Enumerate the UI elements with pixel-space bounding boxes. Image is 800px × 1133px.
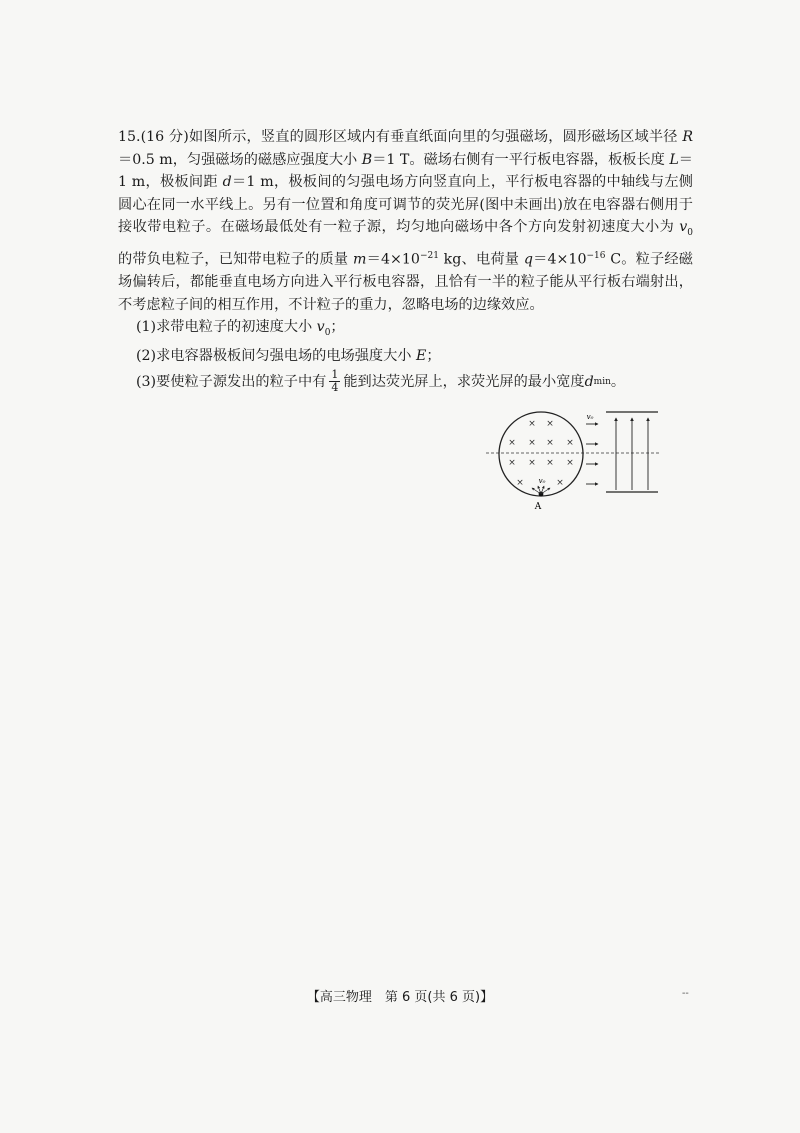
field-mark-x: ×	[566, 438, 574, 448]
sub-question-3	[118, 369, 693, 394]
sub-question-text: 。	[610, 373, 626, 390]
stem-text: ＝1 m，极板间的匀强电场方向竖直向上，平行板电容器的中轴线与左侧圆心在同一水平线上。另有一位置和角度可调节的荧光屏(图中未画出)放在电容器右侧用于接收带电粒子。在磁场最低处有一粒子源，均匀地向磁场中各个方向发射初速度大小为	[118, 174, 693, 236]
symbol-L: L	[669, 151, 679, 168]
symbol-d: d	[222, 174, 232, 191]
corner-mark: --	[682, 988, 689, 999]
field-mark-x: ×	[516, 478, 524, 488]
field-mark-x: ×	[566, 458, 574, 468]
sub-question-2	[118, 345, 693, 368]
symbol-dmin-subscript: min	[593, 376, 611, 387]
sub-question-text: 能到达荧光屏上，求荧光屏的最小宽度	[343, 373, 585, 390]
mass-exponent: −21	[419, 250, 439, 261]
sub-question-text: ；	[426, 347, 441, 364]
symbol-v0-subscript: 0	[687, 228, 693, 239]
field-mark-x: ×	[546, 419, 554, 429]
symbol-v0: v	[679, 219, 688, 236]
problem-15	[118, 126, 693, 394]
symbol-B: B	[361, 151, 373, 168]
source-velocity-label: v₀	[538, 477, 546, 485]
field-mark-x: ×	[556, 478, 564, 488]
fraction-one-quarter	[329, 369, 340, 394]
field-mark-x: ×	[508, 438, 516, 448]
symbol-v0: v	[316, 319, 325, 336]
stem-text: ＝4×10	[366, 251, 420, 268]
charge-exponent: −16	[586, 250, 606, 261]
sub-question-text: (3)要使粒子源发出的粒子中有	[136, 373, 327, 390]
point-A-label: A	[534, 502, 542, 512]
sub-question-text: (1)求带电粒子的初速度大小	[136, 319, 317, 336]
exit-velocity-label: v₀	[586, 413, 594, 421]
stem-text: ＝0.5 m，匀强磁场的磁感应强度大小	[118, 151, 362, 168]
stem-text: C。粒子经磁场偏转后，都能垂直电场方向进入平行板电容器，且恰有一半的粒子能从平行板右端射出，不考虑粒子间的相互作用，不计粒子的重力，忽略电场的边缘效应。	[118, 251, 693, 313]
field-mark-x: ×	[528, 419, 536, 429]
electric-field-lines	[616, 418, 648, 490]
symbol-q: q	[523, 251, 533, 268]
symbol-m: m	[352, 251, 367, 268]
stem-text: ＝1 m，极板间距	[118, 151, 693, 191]
problem-number: 15.	[118, 129, 141, 145]
fraction-denominator: 4	[331, 381, 339, 395]
field-mark-x: ×	[546, 438, 554, 448]
stem-text: ＝4×10	[532, 251, 587, 268]
problem-stem	[118, 126, 693, 316]
symbol-R: R	[682, 129, 694, 145]
stem-text: ＝1 T。磁场右侧有一平行板电容器，板板长度	[372, 151, 670, 168]
stem-text: 的带负电粒子，已知带电粒子的质量	[118, 251, 353, 268]
symbol-v0-subscript: 0	[324, 328, 331, 339]
page-footer: 【高三物理 第 6 页(共 6 页)】	[306, 990, 494, 1005]
field-mark-x: ×	[528, 458, 536, 468]
symbol-E: E	[415, 347, 427, 364]
exit-arrows	[586, 424, 598, 484]
symbol-d: d	[584, 373, 594, 390]
field-mark-x: ×	[508, 458, 516, 468]
stem-text: 如图所示，竖直的圆形区域内有垂直纸面向里的匀强磁场，圆形磁场区域半径	[188, 129, 683, 145]
sub-question-text: ；	[330, 319, 345, 336]
stem-text: kg、电荷量	[438, 251, 524, 268]
magnetic-field-capacitor-figure	[486, 408, 660, 514]
field-mark-x: ×	[528, 438, 536, 448]
problem-score: (16 分)	[140, 129, 189, 145]
sub-question-1	[118, 316, 693, 344]
fraction-numerator: 1	[331, 368, 339, 382]
field-mark-x: ×	[546, 458, 554, 468]
sub-question-text: (2)求电容器极板间匀强电场的电场强度大小	[136, 347, 416, 364]
